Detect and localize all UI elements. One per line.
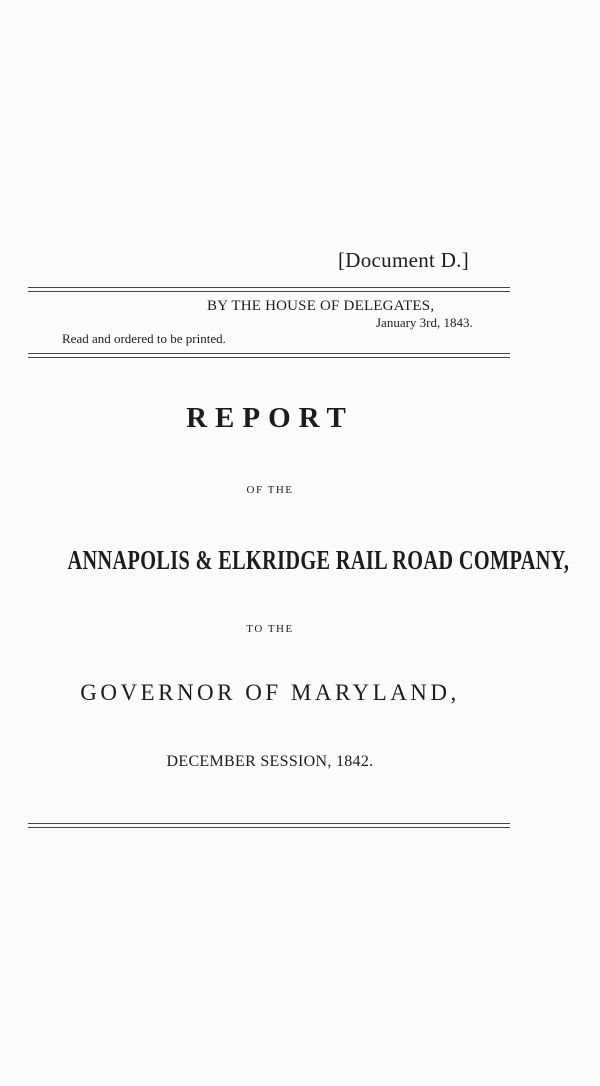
report-title: REPORT [186,402,354,434]
governor-heading: GOVERNOR OF MARYLAND, [80,680,460,705]
header-divider-top [28,287,510,292]
document-label: [Document D.] [338,248,470,272]
house-of-delegates-heading: BY THE HOUSE OF DELEGATES, [207,298,435,314]
order-date: January 3rd, 1843. [376,315,473,330]
footer-divider [28,823,510,828]
to-the-connector: TO THE [246,623,294,635]
session-line: DECEMBER SESSION, 1842. [166,753,374,770]
printing-order-note: Read and ordered to be printed. [62,331,226,346]
company-name: ANNAPOLIS & ELKRIDGE RAIL ROAD COMPANY, [67,545,570,575]
of-the-connector: OF THE [246,484,294,496]
header-divider-bottom [28,353,510,358]
